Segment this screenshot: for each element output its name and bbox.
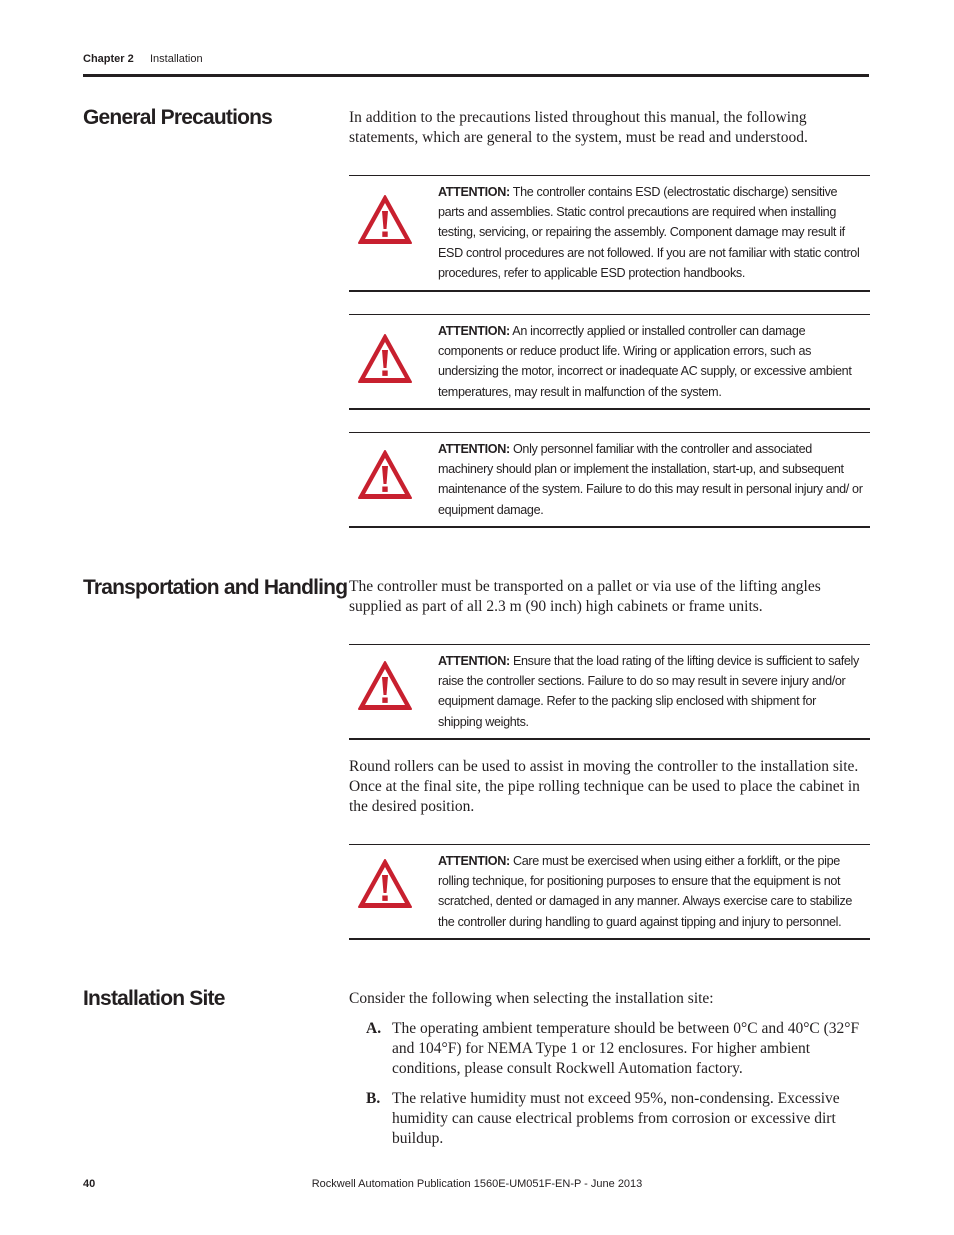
attention-text: An incorrectly applied or installed controller can damage components or reduce product life. Wiring or application errors, such as undersizing the motor, incorrect or inadequate AC supply, or excessive ambient temperatures, may result in malfunction of the system. (438, 324, 852, 399)
general-intro: In addition to the precautions listed throughout this manual, the following statements, which are general to the system, must be read and understood. (349, 109, 808, 146)
attention-lifting (349, 644, 870, 740)
attention-label: ATTENTION: (438, 654, 510, 668)
warning-triangle-icon (357, 858, 413, 910)
list-text: The relative humidity must not exceed 95%, non-condensing. Excessive humidity can cause electrical problems from corrosion or excessive dirt buildup. (392, 1090, 840, 1147)
warning-triangle-icon (357, 660, 413, 712)
attention-misapplication (349, 314, 870, 410)
list-letter: A. (366, 1020, 382, 1037)
page-number: 40 (83, 1178, 96, 1190)
attention-text: Care must be exercised when using either a forklift, or the pipe rolling technique, for positioning purposes to ensure that the equipment is not scratched, dented or damaged in any manner. Always exercise care to stabilize the controller during handling to guard against tipping and injury to personnel. (438, 854, 853, 929)
publication-footer: Rockwell Automation Publication 1560E-UM051F-EN-P - June 2013 (311, 1178, 643, 1190)
heading-transportation-handling: Transportation and Handling (83, 576, 348, 599)
chapter-label: Chapter 2 (83, 53, 134, 65)
site-considerations-list (366, 1019, 871, 1149)
list-item (366, 1089, 871, 1149)
running-header (83, 53, 869, 65)
site-intro: Consider the following when selecting the installation site: (349, 990, 714, 1007)
attention-label: ATTENTION: (438, 854, 510, 868)
list-item (366, 1019, 871, 1079)
warning-triangle-icon (357, 194, 413, 246)
list-text: The operating ambient temperature should be between 0°C and 40°C (32°F and 104°F) for NEMA Type 1 or 12 enclosures. For higher ambient conditions, please consult Rockwell Automation factory. (392, 1020, 860, 1077)
attention-personnel (349, 432, 870, 528)
warning-triangle-icon (357, 449, 413, 501)
list-letter: B. (366, 1090, 381, 1107)
attention-text: Only personnel familiar with the controller and associated machinery should plan or implement the installation, start-up, and subsequent maintenance of the system. Failure to do this may result in personal injury and/ or equipment damage. (438, 442, 863, 517)
attention-label: ATTENTION: (438, 185, 510, 199)
warning-triangle-icon (357, 333, 413, 385)
rollers-paragraph: Round rollers can be used to assist in moving the controller to the installation site. Once at the final site, the pipe rolling technique can be used to place the cabinet in the desired position. (349, 758, 860, 815)
attention-forklift (349, 844, 870, 940)
header-rule (83, 74, 869, 77)
heading-general-precautions: General Precautions (83, 106, 273, 129)
attention-text: Ensure that the load rating of the lifting device is sufficient to safely raise the controller sections. Failure to do so may result in severe injury and/or equipment damage. Refer to the packing slip enclosed with shipment for shipping weights. (438, 654, 859, 729)
attention-text: The controller contains ESD (electrostatic discharge) sensitive parts and assemblies. Static control precautions are required when installing testing, servicing, or repairing the assembly. Component damage may result if ESD control procedures are not followed. If you are not familiar with static control procedures, refer to applicable ESD protection handbooks. (438, 185, 860, 280)
attention-esd (349, 175, 870, 292)
transport-intro: The controller must be transported on a pallet or via use of the lifting angles supplied as part of all 2.3 m (90 inch) high cabinets or frame units. (349, 578, 821, 615)
chapter-title: Installation (150, 53, 203, 65)
heading-installation-site: Installation Site (83, 987, 225, 1010)
attention-label: ATTENTION: (438, 324, 510, 338)
attention-label: ATTENTION: (438, 442, 510, 456)
